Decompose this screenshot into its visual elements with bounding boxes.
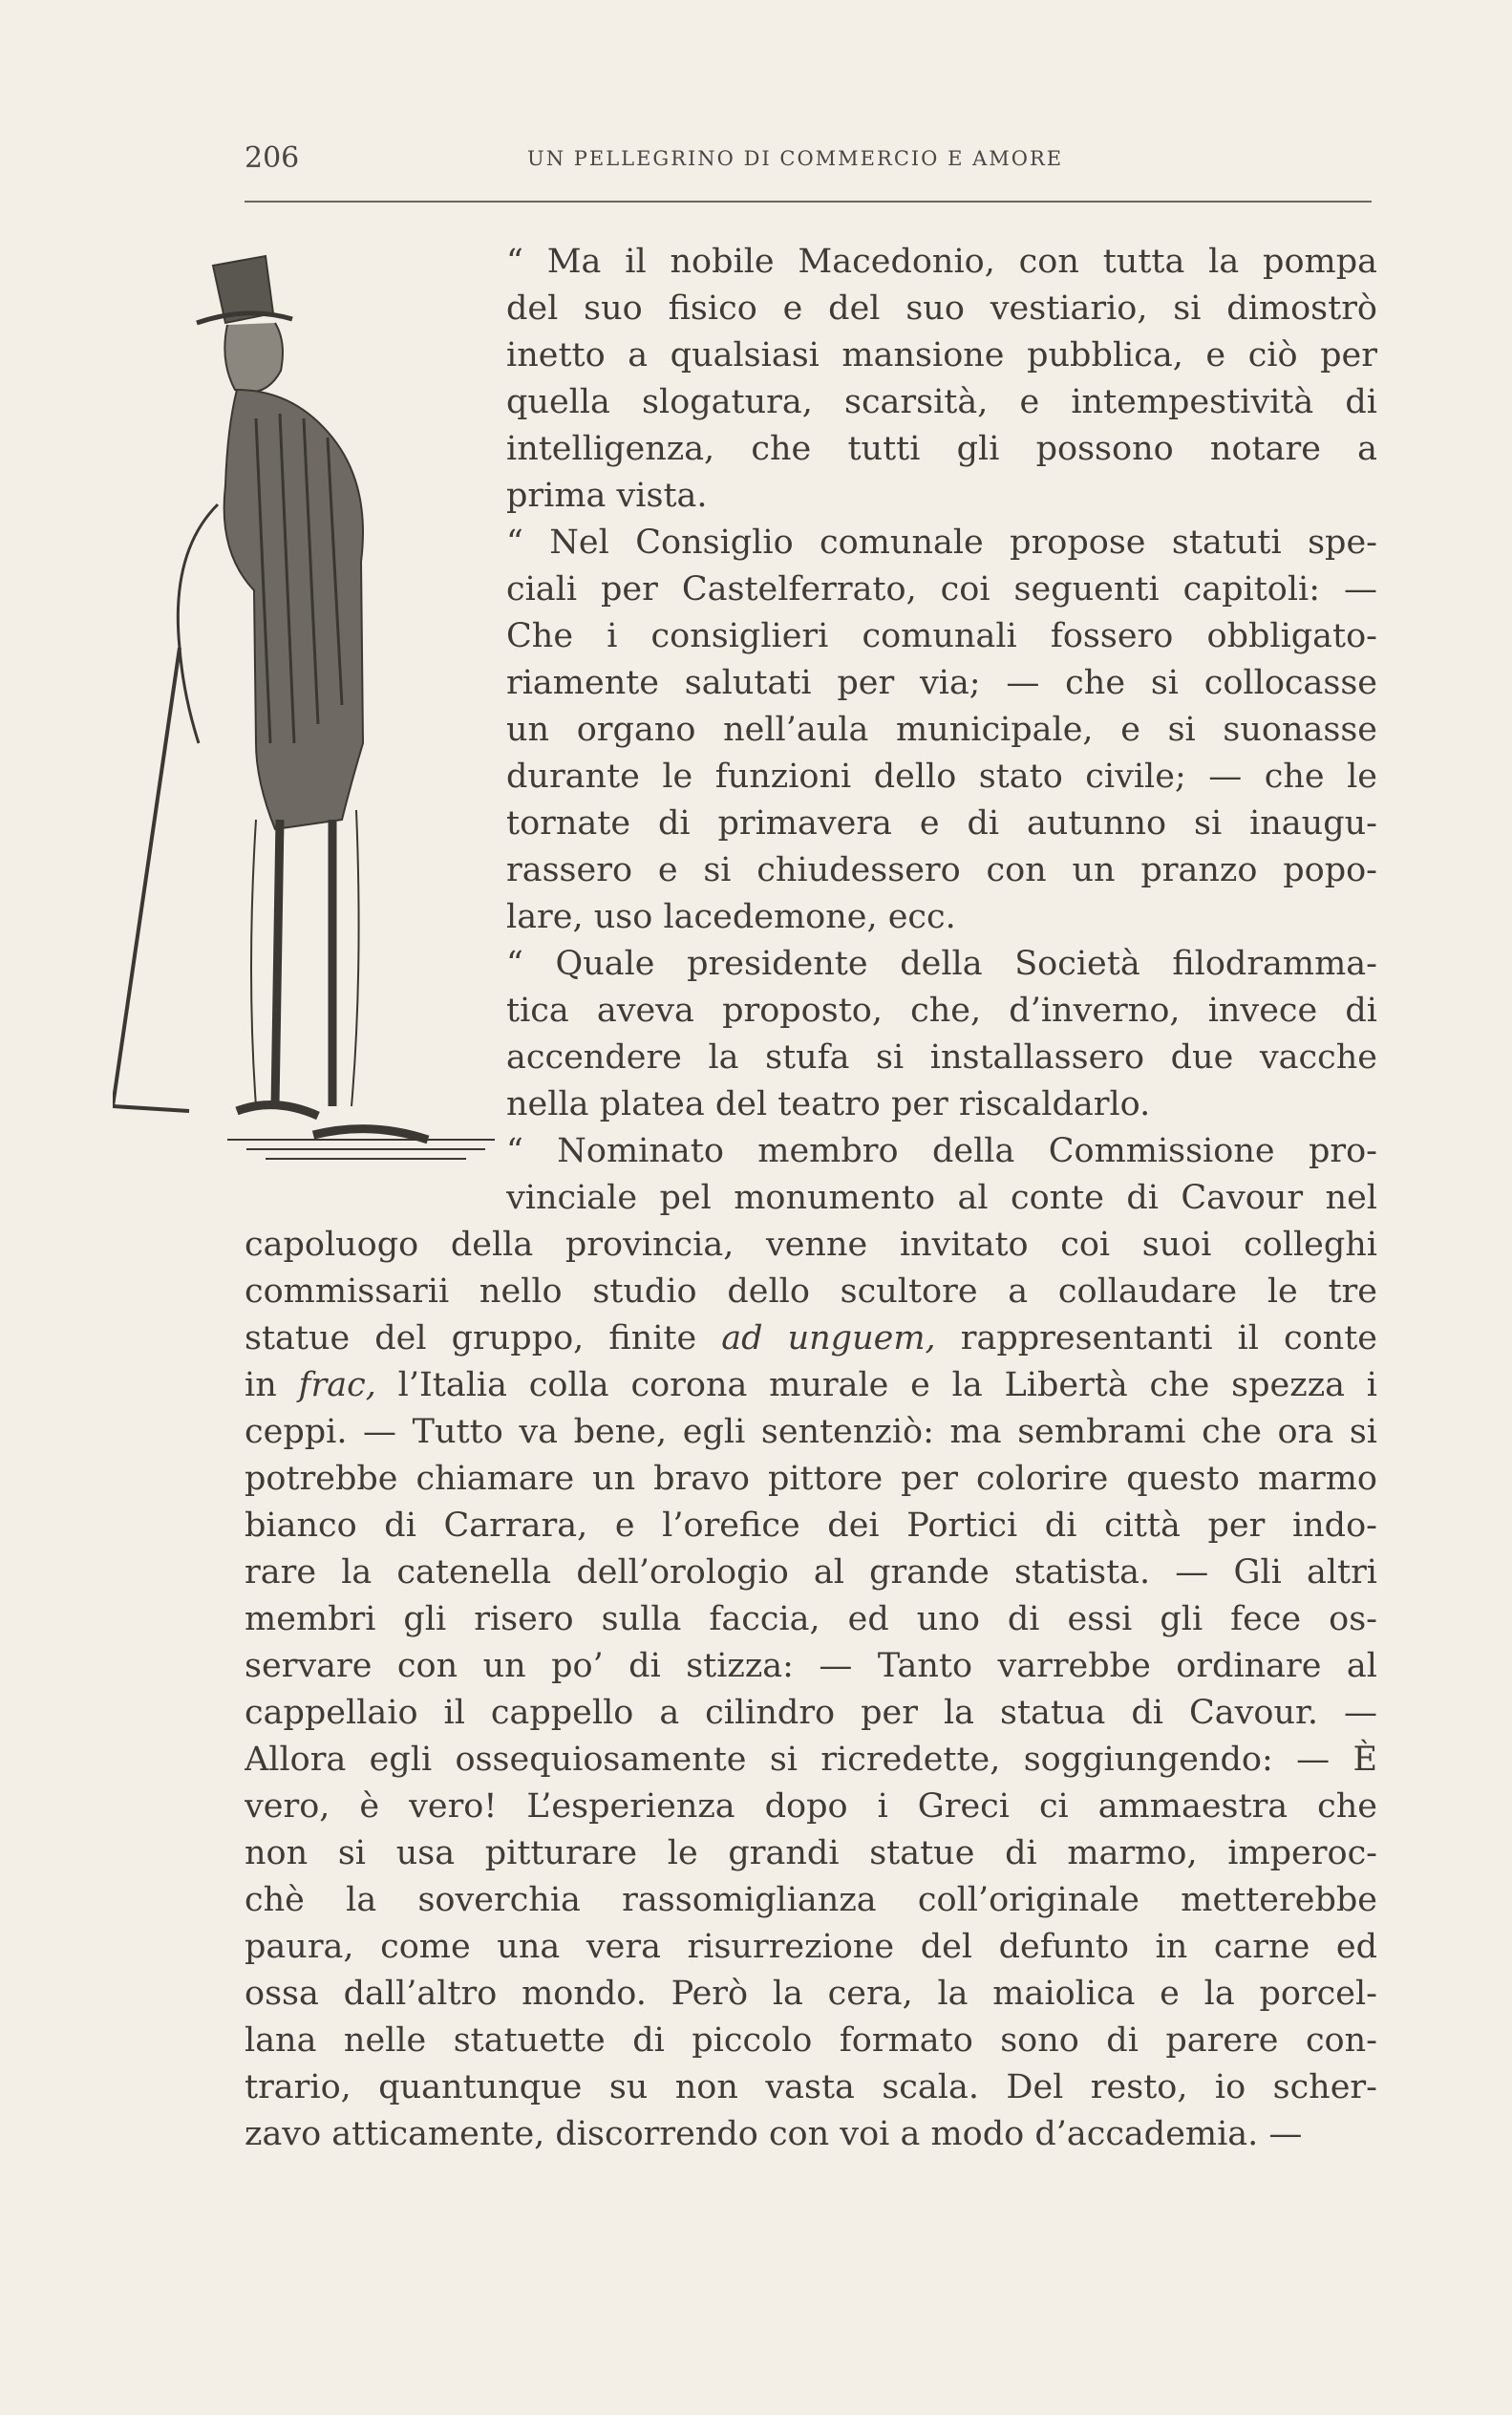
text-line: “ Ma il nobile Macedonio, con tutta la pompa	[506, 243, 1377, 281]
text-line: ciali per Castelferrato, coi seguenti capitoli: —	[506, 570, 1377, 609]
text-line: vero, è vero! L’esperienza dopo i Greci ci ammaestra che	[245, 1787, 1377, 1826]
text-line: capoluogo della provincia, venne invitato coi suoi colleghi	[245, 1226, 1377, 1264]
text-line: prima vista.	[506, 477, 708, 515]
text-line: nella platea del teatro per riscaldarlo.	[506, 1085, 1151, 1123]
text-line: lare, uso lacedemone, ecc.	[506, 898, 956, 936]
text-line: zavo atticamente, discorrendo con voi a modo d’accademia. —	[245, 2115, 1303, 2153]
text-line-mixed	[245, 1315, 1377, 1362]
foreign-word: frac,	[298, 1366, 376, 1404]
text-line: potrebbe chiamare un bravo pittore per colorire questo marmo	[245, 1460, 1377, 1498]
text-line-mixed	[245, 1362, 1377, 1409]
text-line: chè la soverchia rassomiglianza coll’originale metterebbe	[245, 1881, 1377, 1919]
text-line: non si usa pitturare le grandi statue di marmo, imperoc-	[245, 1834, 1377, 1872]
text-line: commissarii nello studio dello scultore a collaudare le tre	[245, 1272, 1377, 1311]
text-line: ceppi. — Tutto va bene, egli sentenziò: ma sembrami che ora si	[245, 1413, 1377, 1451]
text-line: ossa dall’altro mondo. Però la cera, la maiolica e la porcel-	[245, 1975, 1377, 2013]
text-line: riamente salutati per via; — che si collocasse	[506, 664, 1377, 702]
text-fragment: in	[245, 1366, 277, 1404]
text-line: rare la catenella dell’orologio al grande statista. — Gli altri	[245, 1553, 1377, 1592]
text-line: tornate di primavera e di autunno si inaugu-	[506, 804, 1377, 843]
text-line: “ Nel Consiglio comunale propose statuti spe-	[506, 524, 1377, 562]
text-line: paura, come una vera risurrezione del defunto in carne ed	[245, 1928, 1377, 1966]
text-line: accendere la stufa si installassero due vacche	[506, 1038, 1377, 1077]
text-fragment: l’Italia colla corona murale e la Libertà che spezza i	[397, 1366, 1377, 1404]
text-line: Che i consiglieri comunali fossero obbligato-	[506, 617, 1377, 655]
running-title: UN PELLEGRINO DI COMMERCIO E AMORE	[527, 147, 1064, 170]
text-line: durante le funzioni dello stato civile; — che le	[506, 758, 1377, 796]
text-line: cappellaio il cappello a cilindro per la statua di Cavour. —	[245, 1694, 1377, 1732]
page-header	[245, 141, 1372, 180]
text-line: trario, quantunque su non vasta scala. Del resto, io scher-	[245, 2068, 1377, 2106]
latin-phrase: ad unguem,	[721, 1319, 936, 1357]
text-fragment: rappresentanti il conte	[960, 1319, 1377, 1357]
text-line: lana nelle statuette di piccolo formato sono di parere con-	[245, 2021, 1377, 2060]
text-line: del suo fisico e del suo vestiario, si dimostrò	[506, 289, 1377, 328]
page-number: 206	[245, 141, 300, 175]
text-line: “ Quale presidente della Società filodramma-	[506, 945, 1377, 983]
text-line: tica aveva proposto, che, d’inverno, invece di	[506, 992, 1377, 1030]
text-line: quella slogatura, scarsità, e intempestività di	[506, 383, 1377, 421]
text-fragment: statue del gruppo, finite	[245, 1319, 697, 1357]
text-line: un organo nell’aula municipale, e si suonasse	[506, 711, 1377, 749]
text-line: Allora egli ossequiosamente si ricredette, soggiungendo: — È	[245, 1741, 1377, 1779]
text-line: intelligenza, che tutti gli possono notare a	[506, 430, 1377, 468]
text-line: vinciale pel monumento al conte di Cavour nel	[506, 1179, 1377, 1217]
text-line: bianco di Carrara, e l’orefice dei Portici di città per indo-	[245, 1507, 1377, 1545]
text-line: membri gli risero sulla faccia, ed uno di essi gli fece os-	[245, 1600, 1377, 1638]
text-line: inetto a qualsiasi mansione pubblica, e ciò per	[506, 336, 1377, 374]
text-line: rassero e si chiudessero con un pranzo popo-	[506, 851, 1377, 889]
header-rule	[245, 201, 1372, 203]
body-text	[245, 239, 1377, 2158]
text-line: servare con un po’ di stizza: — Tanto varrebbe ordinare al	[245, 1647, 1377, 1685]
text-line: “ Nominato membro della Commissione pro-	[506, 1132, 1377, 1170]
